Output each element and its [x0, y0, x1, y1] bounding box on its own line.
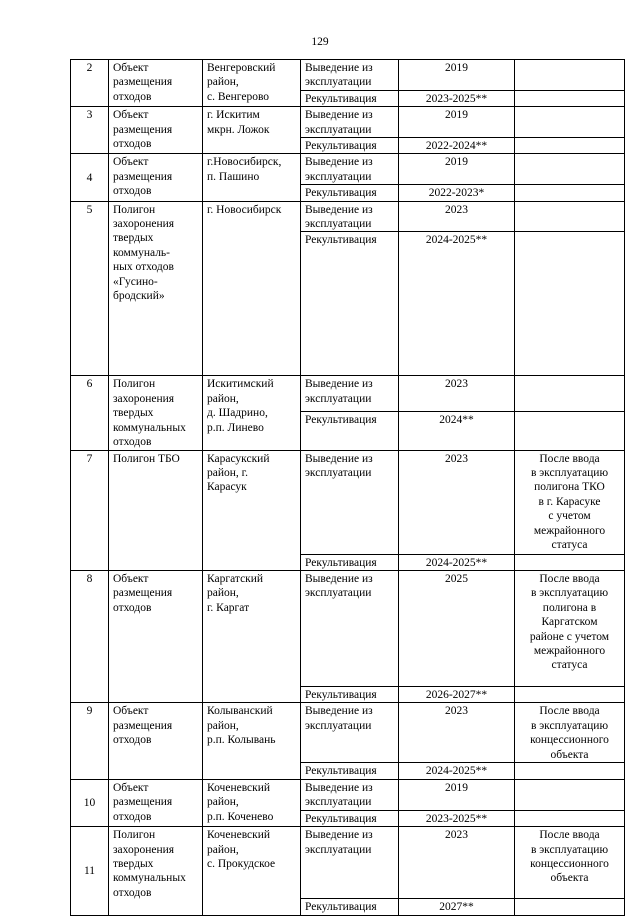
- action-cell: Рекультивация: [301, 899, 399, 915]
- action-cell: Выведение из эксплуатации: [301, 827, 399, 899]
- row-number-cell: 8: [71, 570, 109, 702]
- action-cell: Рекультивация: [301, 138, 399, 154]
- year-cell: 2024-2025**: [399, 232, 515, 376]
- note-cell-empty: [515, 138, 625, 154]
- table-row: [71, 376, 625, 412]
- note-cell-empty: [515, 90, 625, 106]
- table-row: [71, 107, 625, 138]
- action-cell: Рекультивация: [301, 232, 399, 376]
- note-cell-empty: [515, 554, 625, 570]
- note-cell: [515, 60, 625, 91]
- location-cell: г. Искитим мкрн. Ложок: [203, 107, 301, 154]
- year-cell: 2024-2025**: [399, 554, 515, 570]
- note-cell: После ввода в эксплуатацию полигона в Каргатском районе с учетом межрайонного статуса: [515, 570, 625, 686]
- year-cell: 2023: [399, 376, 515, 412]
- action-cell: Рекультивация: [301, 686, 399, 702]
- location-cell: Коченевский район, р.п. Коченево: [203, 779, 301, 826]
- row-number-cell: 7: [71, 450, 109, 570]
- row-number-cell: 2: [71, 60, 109, 107]
- note-cell-empty: [515, 232, 625, 376]
- action-cell: Выведение из эксплуатации: [301, 570, 399, 686]
- action-cell: Выведение из эксплуатации: [301, 201, 399, 232]
- location-cell: г.Новосибирск, п. Пашино: [203, 154, 301, 201]
- note-cell-empty: [515, 899, 625, 915]
- year-cell: 2026-2027**: [399, 686, 515, 702]
- page-number: 129: [311, 36, 329, 48]
- year-cell: 2019: [399, 779, 515, 810]
- year-cell: 2023: [399, 827, 515, 899]
- action-cell: Выведение из эксплуатации: [301, 107, 399, 138]
- year-cell: 2024-2025**: [399, 762, 515, 779]
- note-cell-empty: [515, 185, 625, 201]
- row-number-cell: 5: [71, 201, 109, 376]
- note-cell: [515, 779, 625, 810]
- year-cell: 2019: [399, 154, 515, 185]
- row-number-cell: 11: [71, 827, 109, 915]
- year-cell: 2023-2025**: [399, 90, 515, 106]
- location-cell: Колыванский район, р.п. Колывань: [203, 703, 301, 780]
- note-cell: [515, 376, 625, 412]
- action-cell: Рекультивация: [301, 185, 399, 201]
- object-type-cell: Полигон захоронения твердых коммунальных отходов: [109, 376, 203, 450]
- location-cell: Коченевский район, с. Прокудское: [203, 827, 301, 915]
- location-cell: Венгеровский район, с. Венгерово: [203, 60, 301, 107]
- note-cell-empty: [515, 810, 625, 826]
- year-cell: 2023: [399, 703, 515, 763]
- year-cell: 2022-2024**: [399, 138, 515, 154]
- location-cell: Каргатский район, г. Каргат: [203, 570, 301, 702]
- action-cell: Рекультивация: [301, 554, 399, 570]
- action-cell: Выведение из эксплуатации: [301, 779, 399, 810]
- action-cell: Рекультивация: [301, 762, 399, 779]
- action-cell: Выведение из эксплуатации: [301, 60, 399, 91]
- table-row: [71, 450, 625, 554]
- object-type-cell: Полигон захоронения твердых коммуналь- ных отходов «Гусино- бродский»: [109, 201, 203, 376]
- action-cell: Рекультивация: [301, 412, 399, 450]
- row-number-cell: 10: [71, 779, 109, 826]
- action-cell: Выведение из эксплуатации: [301, 376, 399, 412]
- table-row: [71, 154, 625, 185]
- year-cell: 2019: [399, 60, 515, 91]
- note-cell: После ввода в эксплуатацию концессионного объекта: [515, 703, 625, 763]
- action-cell: Выведение из эксплуатации: [301, 450, 399, 554]
- note-cell-empty: [515, 412, 625, 450]
- object-type-cell: Объект размещения отходов: [109, 703, 203, 780]
- action-cell: Выведение из эксплуатации: [301, 154, 399, 185]
- note-cell: [515, 107, 625, 138]
- table-row: [71, 201, 625, 232]
- year-cell: 2025: [399, 570, 515, 686]
- table-row: [71, 60, 625, 91]
- year-cell: 2023-2025**: [399, 810, 515, 826]
- action-cell: Рекультивация: [301, 810, 399, 826]
- note-cell-empty: [515, 762, 625, 779]
- year-cell: 2023: [399, 201, 515, 232]
- year-cell: 2023: [399, 450, 515, 554]
- location-cell: Карасукский район, г. Карасук: [203, 450, 301, 570]
- object-type-cell: Полигон захоронения твердых коммунальных отходов: [109, 827, 203, 915]
- action-cell: Рекультивация: [301, 90, 399, 106]
- table-row: [71, 703, 625, 763]
- year-cell: 2027**: [399, 899, 515, 915]
- object-type-cell: Объект размещения отходов: [109, 570, 203, 702]
- object-type-cell: Полигон ТБО: [109, 450, 203, 570]
- location-cell: Искитимский район, д. Шадрино, р.п. Линево: [203, 376, 301, 450]
- note-cell: После ввода в эксплуатацию концессионного объекта: [515, 827, 625, 899]
- note-cell: [515, 201, 625, 232]
- note-cell-empty: [515, 686, 625, 702]
- row-number-cell: 4: [71, 154, 109, 201]
- action-cell: Выведение из эксплуатации: [301, 703, 399, 763]
- row-number-cell: 3: [71, 107, 109, 154]
- object-type-cell: Объект размещения отходов: [109, 779, 203, 826]
- table-row: [71, 779, 625, 810]
- facilities-table: [70, 59, 625, 916]
- row-number-cell: 6: [71, 376, 109, 450]
- table-row: [71, 570, 625, 686]
- object-type-cell: Объект размещения отходов: [109, 107, 203, 154]
- year-cell: 2019: [399, 107, 515, 138]
- year-cell: 2024**: [399, 412, 515, 450]
- row-number-cell: 9: [71, 703, 109, 780]
- object-type-cell: Объект размещения отходов: [109, 60, 203, 107]
- table-row: [71, 827, 625, 899]
- note-cell: После ввода в эксплуатацию полигона ТКО в г. Карасуке с учетом межрайонного статуса: [515, 450, 625, 554]
- location-cell: г. Новосибирск: [203, 201, 301, 376]
- year-cell: 2022-2023*: [399, 185, 515, 201]
- object-type-cell: Объект размещения отходов: [109, 154, 203, 201]
- note-cell: [515, 154, 625, 185]
